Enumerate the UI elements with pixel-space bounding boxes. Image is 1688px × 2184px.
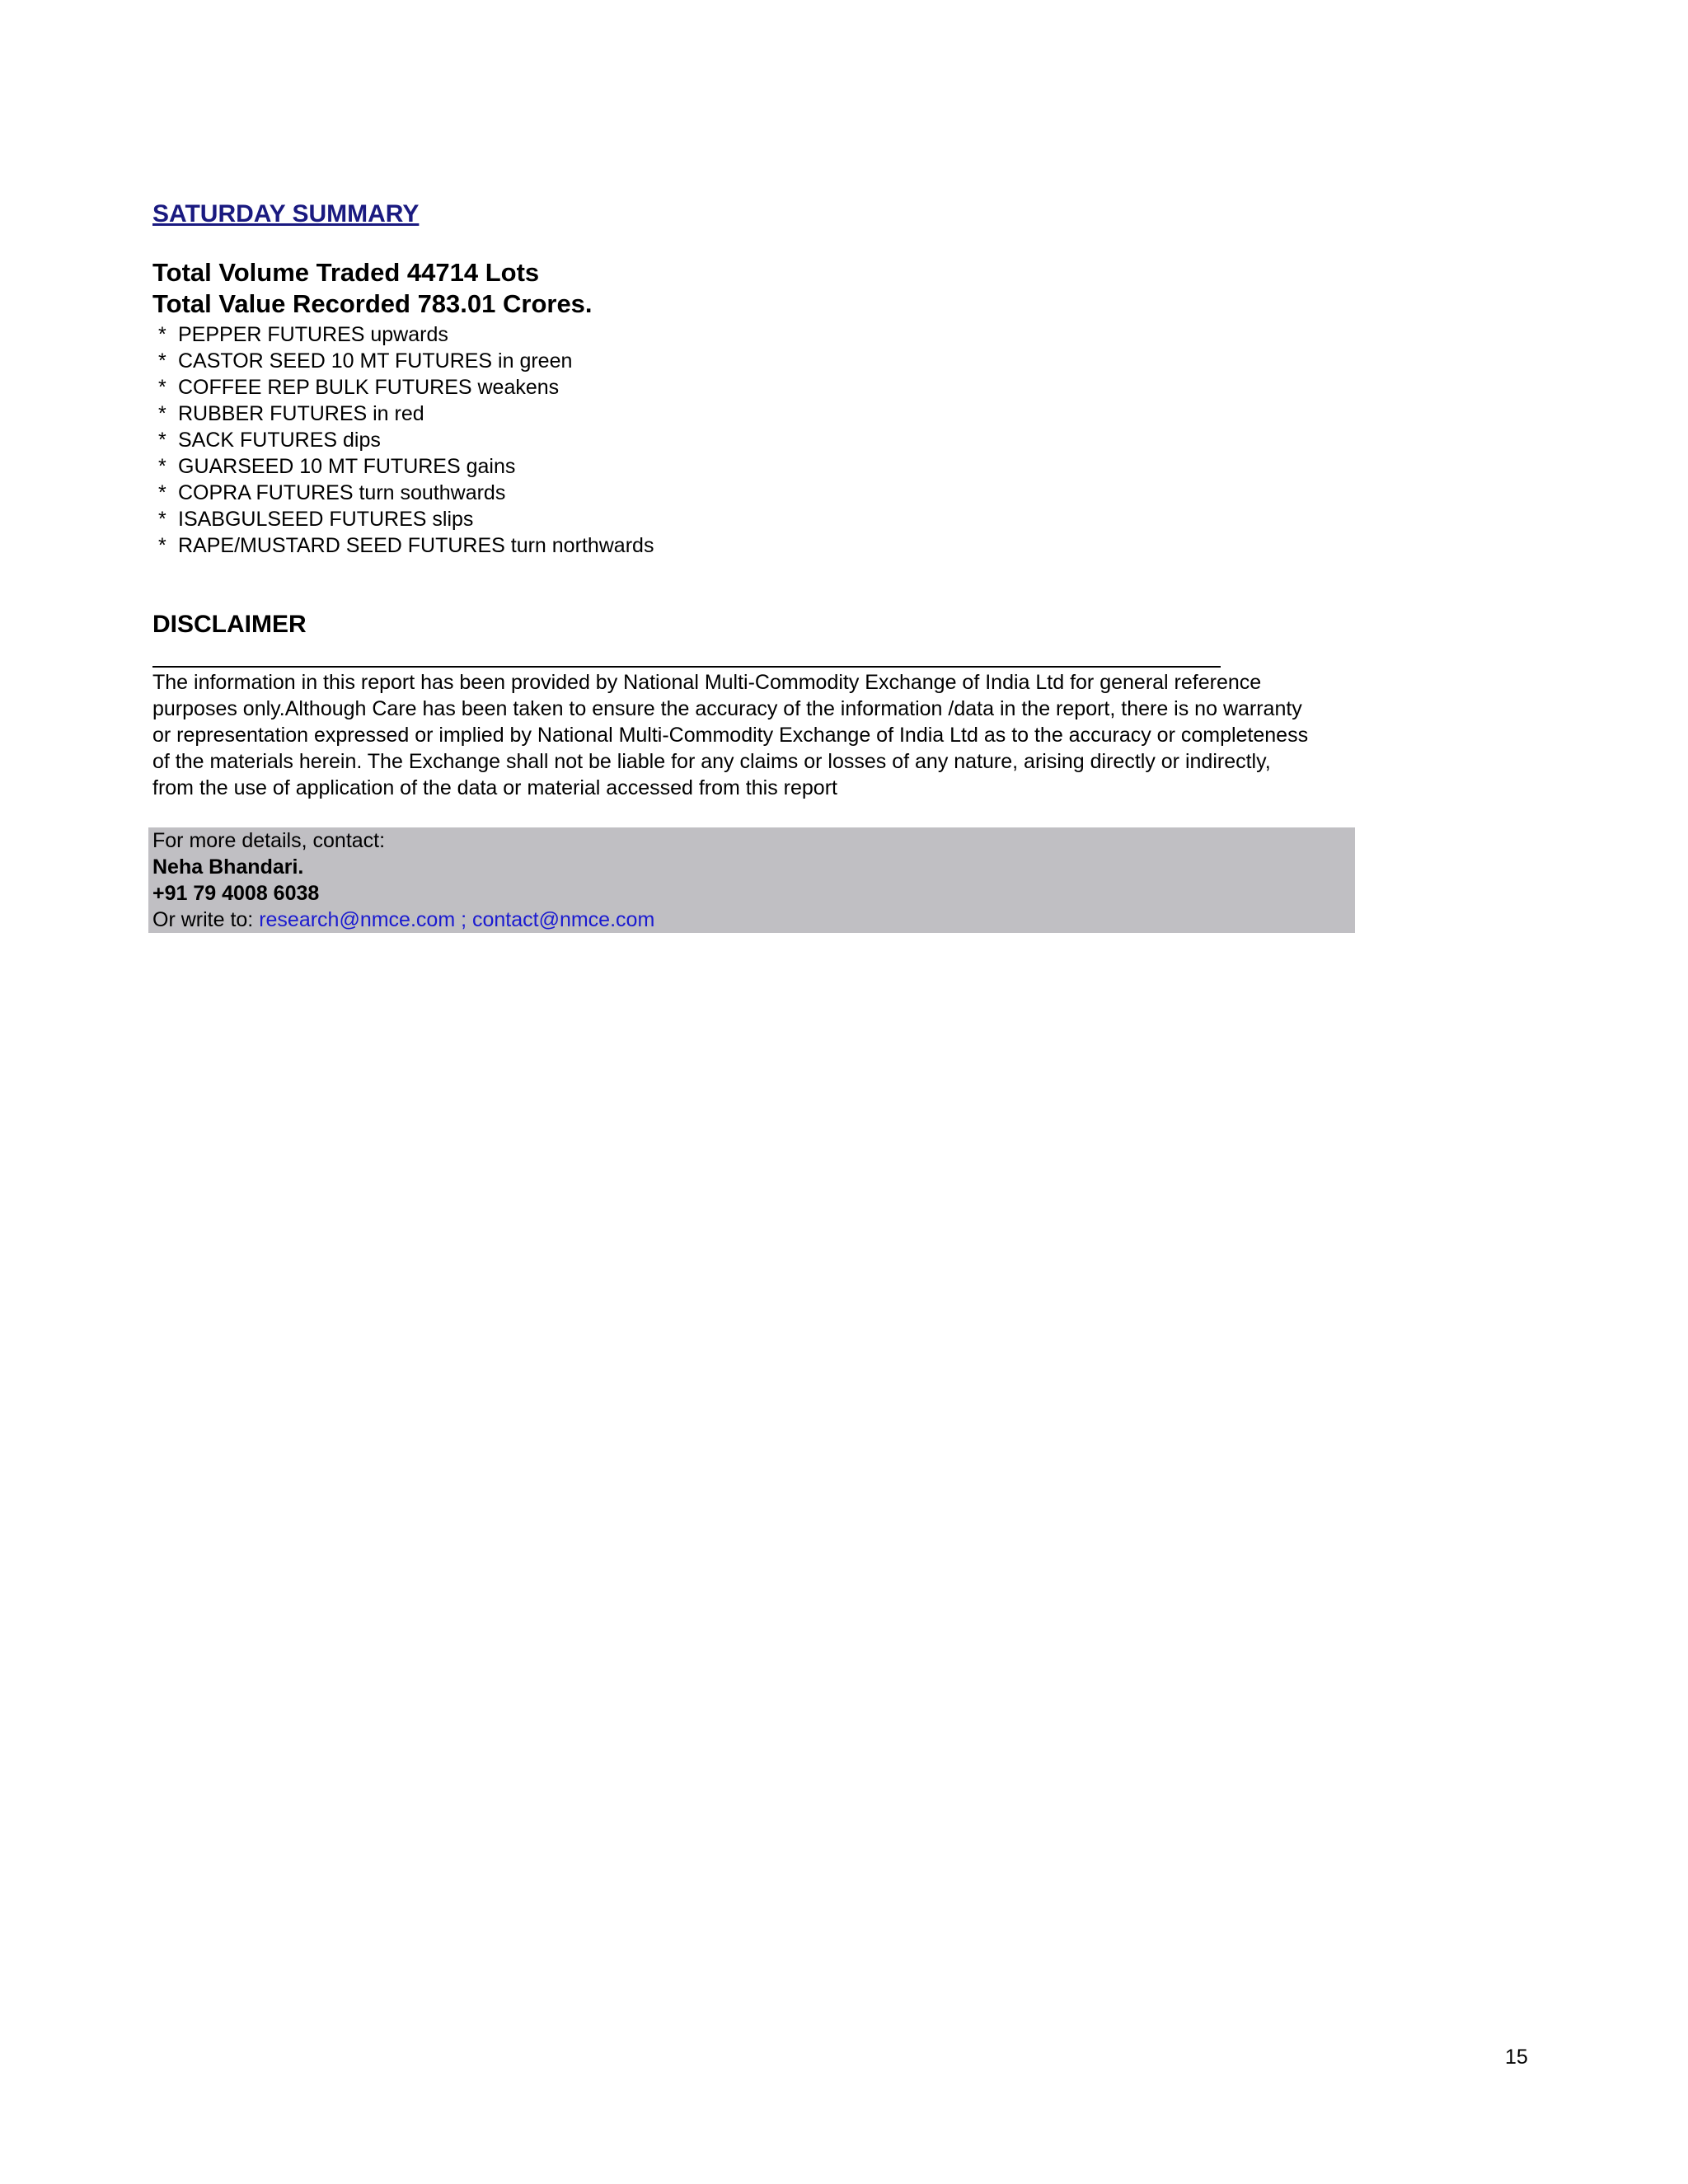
list-item [158,348,654,374]
list-item [158,506,654,532]
total-value: Total Value Recorded 783.01 Crores. [152,289,593,318]
list-item [158,480,654,506]
contact-intro: For more details, contact: [152,829,386,852]
list-item [158,427,654,453]
contact-box [148,827,1355,933]
highlight-text: GUARSEED 10 MT FUTURES gains [178,455,516,478]
disclaimer-heading: DISCLAIMER [152,611,307,638]
bullet-star: * [158,508,166,531]
summary-heading: SATURDAY SUMMARY [152,200,420,227]
disclaimer-line: of the materials herein. The Exchange shall not be liable for any claims or losses of any nature, arising directly or indirectly, [152,750,1271,773]
highlight-text: COFFEE REP BULK FUTURES weakens [178,376,560,399]
highlight-text: COPRA FUTURES turn southwards [178,481,506,504]
highlight-text: SACK FUTURES dips [178,429,381,452]
list-item [158,401,654,427]
list-item [158,321,654,348]
list-item [158,532,654,559]
list-item [158,374,654,401]
list-item [158,453,654,480]
highlight-text: CASTOR SEED 10 MT FUTURES in green [178,349,573,373]
contact-write-line [152,907,1355,933]
highlight-text: RUBBER FUTURES in red [178,402,424,425]
disclaimer-line: The information in this report has been provided by National Multi-Commodity Exchange of India Ltd for general reference [152,671,1262,694]
totals-block [152,257,593,320]
contact-phone: +91 79 4008 6038 [152,882,320,905]
disclaimer-line: purposes only.Although Care has been taken to ensure the accuracy of the information /data in the report, there is no warranty [152,697,1302,720]
disclaimer-line: from the use of application of the data or material accessed from this report [152,776,837,799]
bullet-star: * [158,402,166,425]
bullet-star: * [158,429,166,452]
highlights-list [158,321,654,559]
highlight-text: ISABGULSEED FUTURES slips [178,508,474,531]
disclaimer-line: or representation expressed or implied by National Multi-Commodity Exchange of India Ltd as to the accuracy or completeness [152,724,1309,747]
divider-line [152,666,1221,668]
total-volume: Total Volume Traded 44714 Lots [152,258,540,287]
disclaimer-text [152,669,1356,801]
bullet-star: * [158,349,166,373]
contact-write-prefix: Or write to: [152,908,260,931]
bullet-star: * [158,455,166,478]
bullet-star: * [158,376,166,399]
bullet-star: * [158,534,166,557]
contact-name: Neha Bhandari. [152,855,304,879]
highlight-text: PEPPER FUTURES upwards [178,323,448,346]
page-number: 15 [1505,2046,1528,2069]
bullet-star: * [158,323,166,346]
bullet-star: * [158,481,166,504]
contact-email-links[interactable]: research@nmce.com ; contact@nmce.com [259,908,655,931]
highlight-text: RAPE/MUSTARD SEED FUTURES turn northwards [178,534,654,557]
